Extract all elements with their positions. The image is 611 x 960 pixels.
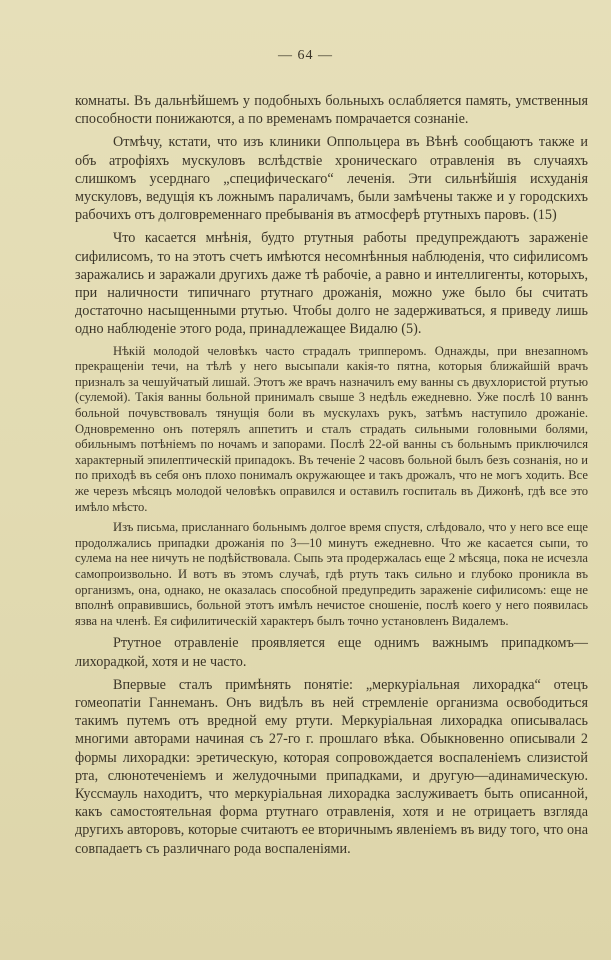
page-text <box>75 92 588 863</box>
page-number: — 64 — <box>278 48 333 63</box>
paragraph-case-young-man: Нѣкій молодой человѣкъ часто страдалъ трипперомъ. Однажды, при внезапномъ прекращеніи течи, на тѣлѣ у него высыпали какія-то пятна, которыя ближайшій врачъ призналъ за чешуйчатый лишай. Этотъ же врачъ назначилъ ему ванны съ двухлористой ртутью (сулемой). Такія ванны больной принималъ свыше 3 недѣль ежедневно. Уже послѣ 10 ваннъ больной почувствовалъ тянущія боли въ мускулахъ рукъ, затѣмъ наступило дрожаніе. Одновременно онъ потерялъ аппетитъ и сталъ страдать сильными головными болями, обильнымъ потѣніемъ по ночамъ и запорами. Послѣ 22-ой ванны съ больнымъ приключился характерный эпилептическій припадокъ. Въ теченіе 2 часовъ больной былъ безъ сознанія, но и по приходѣ въ себя онъ плохо понималъ окружающее и такъ дрожалъ, что не могъ ходить. Все же черезъ мѣсяцъ молодой человѣкъ оправился и оставилъ госпиталь въ Дижонѣ, гдѣ все это имѣло мѣсто. <box>75 343 588 514</box>
paragraph-syphilis-prevention: Что касается мнѣнія, будто ртутныя работы предупреждаютъ зараженіе сифилисомъ, то на этотъ счетъ имѣются несомнѣнныя наблюденія, что сифилисомъ заражались и заражали другихъ даже тѣ рабочіе, а равно и интеллигенты, которыхъ, при наличности типичнаго ртутнаго дрожанія, можно уже было бы считать достаточно насыщенными ртутью. Чтобы долго не задерживаться, я приведу лишь одно наблюденіе этого рода, принадлежащее Видалю (5). <box>75 230 588 338</box>
paragraph-fever-intro: Ртутное отравленіе проявляется еще однимъ важнымъ припадкомъ— лихорадкой, хотя и не часто. <box>75 635 588 670</box>
paragraph-muscle-atrophy: Отмѣчу, кстати, что изъ клиники Оппольцера въ Вѣнѣ сообщаютъ также и объ атрофіяхъ мускуловъ вслѣдствіе хроническаго отравленія въ случаяхъ слишкомъ усерднаго „специфическаго“ леченія. Эти сильнѣйшія исхуданія мускуловъ, ведущія къ ложнымъ параличамъ, были замѣчены также и у городскихъ рабочихъ отъ долговременнаго пребыванія въ атмосферѣ ртутныхъ паровъ. (15) <box>75 134 588 224</box>
paragraph-continuation: комнаты. Въ дальнѣйшемъ у подобныхъ больныхъ ослабляется память, умственныя способности понижаются, а по временамъ помрачается сознаніе. <box>75 93 588 128</box>
paragraph-case-letter: Изъ письма, присланнаго больнымъ долгое время спустя, слѣдовало, что у него все еще продолжались припадки дрожанія по 3—10 минутъ ежедневно. Что же касается сыпи, то сулема на нее ничуть не подѣйствовала. Сыпь эта продержалась еще 2 мѣсяца, пока не исчезла самопроизвольно. И вотъ въ этомъ случаѣ, гдѣ ртуть такъ сильно и глубоко проникла въ организмъ, она, однако, не оказалась способной предупредить зараженіе сифилисомъ: еще не вполнѣ оправившись, больной этотъ имѣлъ нечистое сношеніе, послѣ коего у него появилась язва на членѣ. Ея сифилитическій характеръ былъ точно установленъ Видалемъ. <box>75 520 588 628</box>
paragraph-mercurial-fever: Впервые сталъ примѣнять понятіе: „меркуріальная лихорадка“ отецъ гомеопатіи Ганнеманъ. Онъ видѣлъ въ ней стремленіе организма освободиться такимъ путемъ отъ вредной ему ртути. Меркуріальная лихорадка описывалась многими авторами начиная съ 27-го г. прошлаго вѣка. Обыкновенно описывали 2 формы лихорадки: эретическую, которая сопровождается воспаленіемъ слизистой рта, слюнотеченіемъ и желудочными припадками, и другую—адинамическую. Куссмауль находитъ, что меркуріальная лихорадка заслуживаетъ быть описанной, какъ самостоятельная форма ртутнаго отравленія, хотя и не отрицаетъ взгляда другихъ авторовъ, которые считаютъ ее вторичнымъ явленіемъ въ виду того, что она совпадаетъ съ различнаго рода воспаленіями. <box>75 676 588 857</box>
